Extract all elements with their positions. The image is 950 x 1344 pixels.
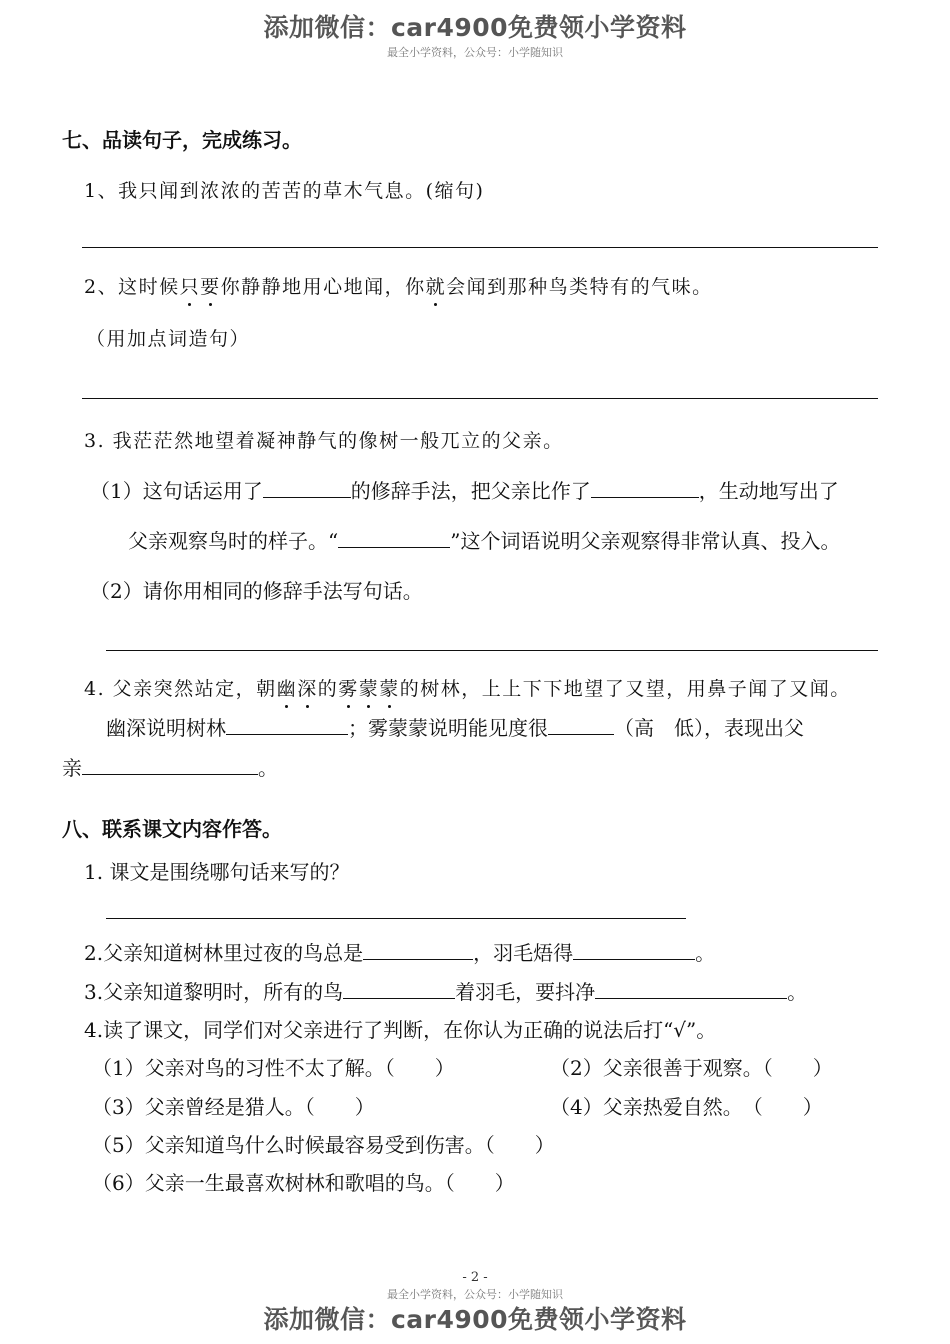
q7-4-part: 的	[317, 678, 339, 700]
judgement-item-1[interactable]: （1）父亲对鸟的习性不太了解。（ ）	[92, 1056, 455, 1080]
q8-3-text-c: 。	[787, 980, 808, 1004]
fill-blank[interactable]	[82, 756, 258, 775]
q7-1-text: 1、我只闻到浓浓的苦苦的草木气息。(缩句)	[84, 180, 485, 202]
q7-4-text-a: 幽深说明树林	[106, 716, 226, 740]
dotted-char: 蒙	[379, 674, 400, 701]
judgement-item-4[interactable]: （4）父亲热爱自然。 （ ）	[550, 1095, 823, 1119]
q7-3-1-text-d: 父亲观察鸟时的样子。“	[128, 529, 339, 553]
q7-2-note: （用加点词造句）	[86, 328, 251, 350]
answer-line-7-2	[82, 398, 878, 399]
judgement-item-6[interactable]: （6）父亲一生最喜欢树林和歌唱的鸟。（ ）	[92, 1171, 515, 1195]
q7-4-line2	[106, 712, 804, 741]
q8-2-text-c: 。	[695, 941, 716, 965]
q7-4-text-c: （高 低），表现出父	[614, 716, 804, 740]
q7-3-1-line2	[128, 525, 840, 554]
judgement-item-5[interactable]: （5）父亲知道鸟什么时候最容易受到伤害。（ ）	[92, 1133, 555, 1157]
watermark-banner-bottom: 添加微信：car4900免费领小学资料	[263, 1305, 687, 1334]
q8-3-text-b: 着羽毛，要抖净	[455, 980, 596, 1004]
q7-3-1-text-e: ”这个词语说明父亲观察得非常认真、投入。	[450, 529, 841, 553]
fill-blank[interactable]	[363, 941, 473, 960]
fill-blank[interactable]	[548, 716, 614, 735]
page-number: - 2 -	[462, 1270, 488, 1285]
q7-4-text-e: 。	[258, 756, 278, 780]
section-8-title: 八、联系课文内容作答。	[62, 817, 282, 841]
q7-2-part: 会闻到那种鸟类特有的气味。	[446, 276, 713, 298]
dotted-char: 幽	[277, 674, 298, 701]
q8-2-text-b: ，羽毛焐得	[473, 941, 574, 965]
q7-3-1-line	[90, 475, 839, 504]
q7-3-stem: 3. 我茫茫然地望着凝神静气的像树一般兀立的父亲。	[84, 430, 564, 452]
q7-4-text-b: ；雾蒙蒙说明能见度很	[348, 716, 548, 740]
judgement-item-2[interactable]: （2）父亲很善于观察。（ ）	[550, 1056, 833, 1080]
fill-blank[interactable]	[573, 941, 695, 960]
section-7-title: 七、品读句子，完成练习。	[62, 128, 302, 152]
q8-3-text-a: 3.父亲知道黎明时，所有的鸟	[84, 980, 344, 1004]
q7-4-line3	[62, 752, 278, 781]
answer-line-7-3	[106, 650, 878, 651]
q7-4-part: 4. 父亲突然站定，朝	[84, 678, 277, 700]
fill-blank[interactable]	[263, 479, 351, 498]
dotted-char: 要	[200, 272, 221, 299]
answer-line-8-1	[106, 918, 686, 919]
q7-2-part: 你静静地用心地闻，你	[220, 276, 426, 298]
watermark-banner-top: 添加微信：car4900免费领小学资料	[263, 13, 687, 42]
dotted-char: 雾	[338, 674, 359, 701]
dotted-char: 就	[426, 272, 447, 299]
judgement-item-3[interactable]: （3）父亲曾经是猎人。（ ）	[92, 1095, 375, 1119]
q7-3-1-text-c: ，生动地写出了	[698, 479, 839, 503]
q7-3-1-text-a: （1）这句话运用了	[90, 479, 263, 503]
q7-2-text	[84, 272, 713, 299]
answer-line-7-1	[82, 247, 878, 248]
fill-blank[interactable]	[595, 980, 787, 999]
dotted-char: 深	[297, 674, 318, 701]
q7-4-text-d: 亲	[62, 756, 82, 780]
q8-2-text-a: 2.父亲知道树林里过夜的鸟总是	[84, 941, 364, 965]
q8-2-line	[84, 937, 715, 966]
dotted-char: 只	[180, 272, 201, 299]
dotted-char: 蒙	[359, 674, 380, 701]
header-small-text: 最全小学资料，公众号：小学随知识	[387, 46, 563, 59]
fill-blank[interactable]	[343, 980, 455, 999]
q7-4-part: 的树林，上上下下地望了又望，用鼻子闻了又闻。	[399, 678, 851, 700]
q7-2-part: 2、这时候	[84, 276, 180, 298]
fill-blank[interactable]	[591, 479, 699, 498]
q8-1-text: 1. 课文是围绕哪句话来写的？	[84, 860, 350, 884]
q8-3-line	[84, 976, 807, 1005]
fill-blank[interactable]	[338, 529, 450, 548]
q7-4-line1	[84, 674, 851, 701]
q8-4-text: 4.读了课文，同学们对父亲进行了判断，在你认为正确的说法后打“√”。	[84, 1018, 717, 1042]
q7-3-1-text-b: 的修辞手法，把父亲比作了	[350, 479, 591, 503]
fill-blank[interactable]	[226, 716, 348, 735]
footer-small-text: 最全小学资料，公众号：小学随知识	[387, 1288, 563, 1301]
q7-3-2-text: （2）请你用相同的修辞手法写句话。	[90, 579, 423, 603]
